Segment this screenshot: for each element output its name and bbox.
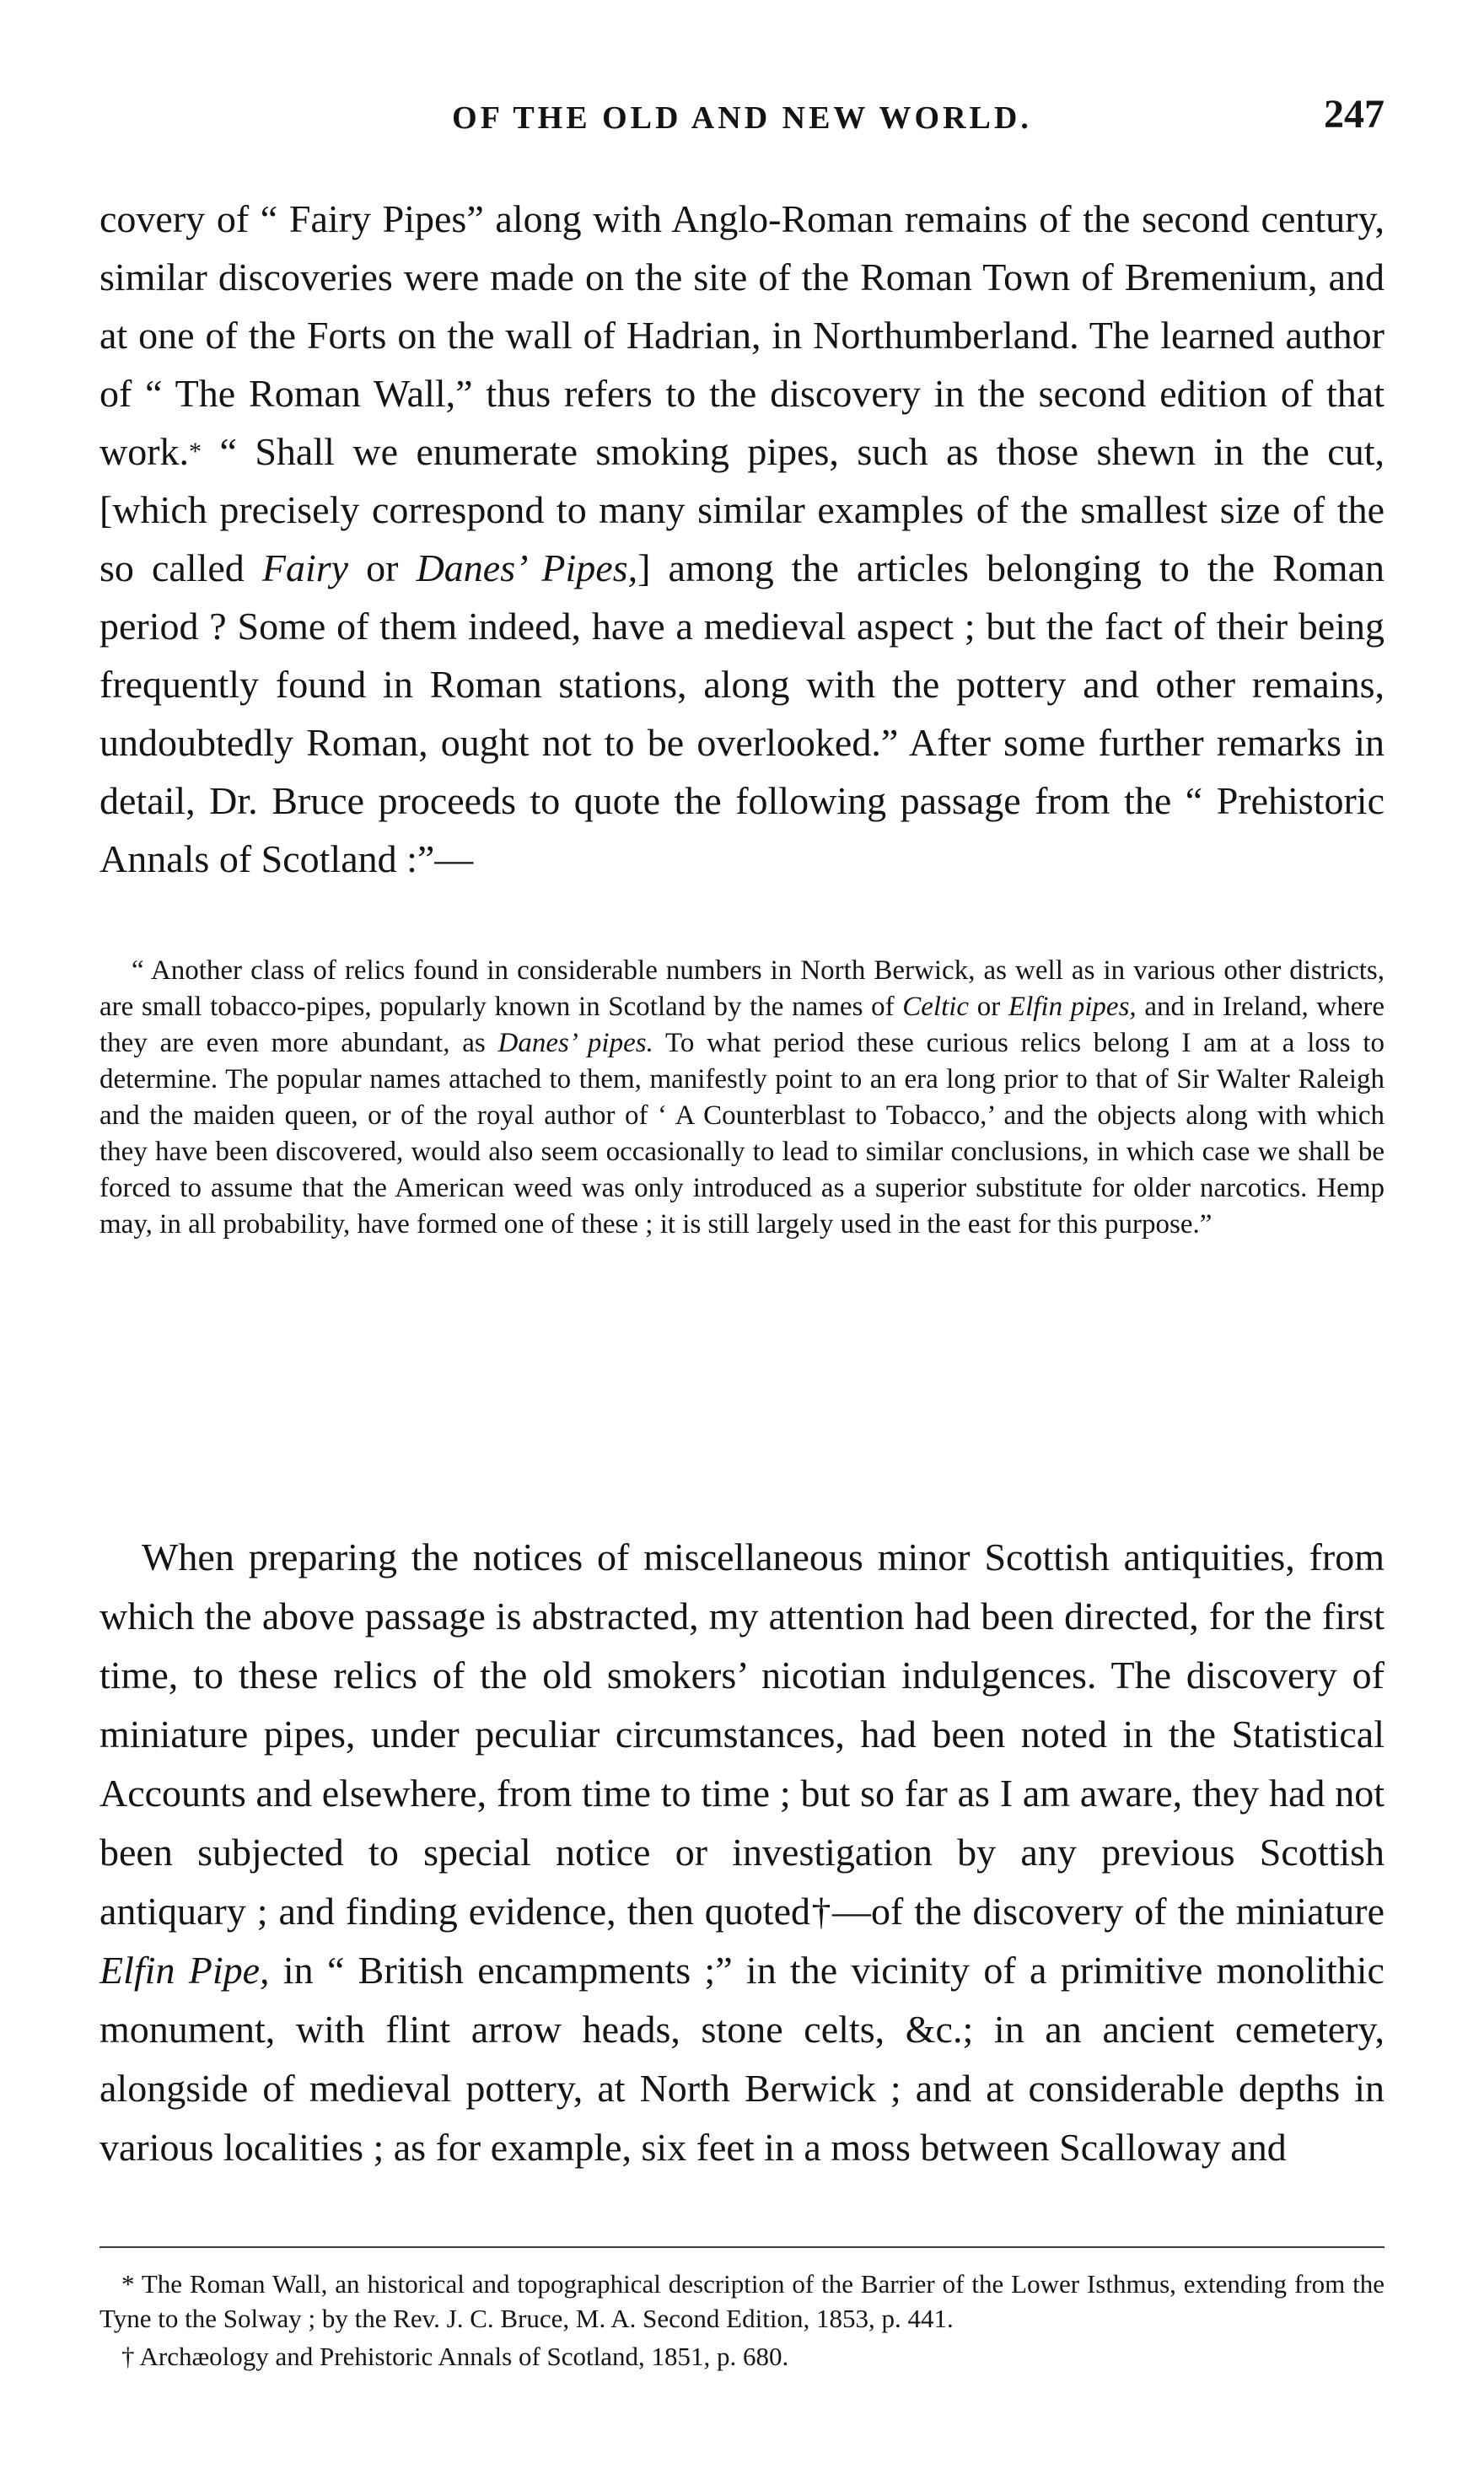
quote-text-segment: “ Another class of relics found in considerable numbers in North Berwick, as well as in various other districts, are small tobacco-pipes, popularly known in Scotland by the names of — [99, 955, 1385, 1022]
footnote-1: * The Roman Wall, an historical and topographical description of the Barrier of the Lower Isthmus, extending from the Tyne to the Solway ; by the Rev. J. C. Bruce, M. A. Second Edition, 1853, p. 441. — [99, 2269, 1385, 2333]
italic-term: Elfin pipes, — [1008, 992, 1137, 1022]
body-text-segment: “ Shall we enumerate smoking pipes, such as those shewn in the cut, [which precisely correspond to many similar examples of the smallest size of the so called — [99, 430, 1385, 589]
page-header — [99, 91, 1385, 150]
body-text-segment: covery of “ Fairy Pipes” along with Anglo-Roman remains of the second century, similar discoveries were made on the site of the Roman Town of Bremenium, and at one of the Forts on the wall of Hadrian, in Northumberland. The learned author of “ The Roman Wall,” thus refers to the discovery in the second edition of that work. — [99, 197, 1385, 473]
body-paragraph-1 — [99, 190, 1385, 888]
footnotes — [99, 2267, 1385, 2374]
footnote-marker-dagger: † — [810, 1890, 832, 1933]
body-text-segment: in “ British encampments ;” in the vicinity of a primitive monolithic monument, with flint arrow heads, stone celts, &c.; in an ancient cemetery, alongside of medieval pottery, at North Berwick ; and at considerable depths in various localities ; as for example, six feet in a moss between Scalloway and — [99, 1949, 1385, 2169]
italic-term: Danes’ pipes. — [497, 1028, 653, 1058]
quote-text-segment: and in Ireland, where they are even more abundant, as — [99, 992, 1385, 1058]
running-title: OF THE OLD AND NEW WORLD. — [452, 100, 1032, 136]
body-text-segment: When preparing the notices of miscellaneous minor Scottish antiquities, from which the above passage is abstracted, my attention had been directed, for the first time, to these relics of the old smokers’ nicotian indulgences. The discovery of miniature pipes, under peculiar circumstances, had been noted in the Statistical Accounts and elsewhere, from time to time ; but so far as I am aware, they had not been subjected to special notice or investigation by any previous Scottish antiquary ; and finding evidence, then quoted — [99, 1535, 1385, 1933]
body-text-segment: ] among the articles belonging to the Roman period ? Some of them indeed, have a medieval aspect ; but the fact of their being frequently found in Roman stations, along with the pottery and other remains, undoubtedly Roman, ought not to be overlooked.” After some further remarks in detail, Dr. Bruce proceeds to quote the following passage from the “ Prehistoric Annals of Scotland :”— — [99, 546, 1385, 880]
block-quote — [99, 953, 1385, 1243]
italic-term: Fairy — [261, 546, 349, 589]
quote-text-segment: or — [969, 992, 1008, 1022]
body-paragraph-2 — [99, 1528, 1385, 2177]
body-text-segment: or — [348, 546, 417, 589]
italic-term: Danes’ Pipes, — [416, 546, 638, 589]
body-text-segment: —of the discovery of the miniature — [831, 1890, 1385, 1933]
quote-text-segment: To what period these curious relics belong I am at a loss to determine. The popular names attached to them, manifestly point to an era long prior to that of Sir Walter Raleigh and the maiden queen, or of the royal author of ‘ A Counterblast to Tobacco,’ and the objects along with which they have been discovered, would also seem occasionally to lead to similar conclusions, in which case we shall be forced to assume that the American weed was only introduced as a superior substitute for older narcotics. Hemp may, in all probability, have formed one of these ; it is still largely used in the east for this purpose.” — [99, 1028, 1385, 1240]
footnote-divider — [99, 2246, 1385, 2248]
footnote-marker-asterisk: * — [189, 438, 202, 465]
page-number: 247 — [1324, 92, 1385, 137]
footnote-2: † Archæology and Prehistoric Annals of Scotland, 1851, p. 680. — [121, 2342, 789, 2371]
italic-term: Elfin Pipe, — [99, 1949, 270, 1992]
italic-term: Celtic — [902, 992, 970, 1022]
